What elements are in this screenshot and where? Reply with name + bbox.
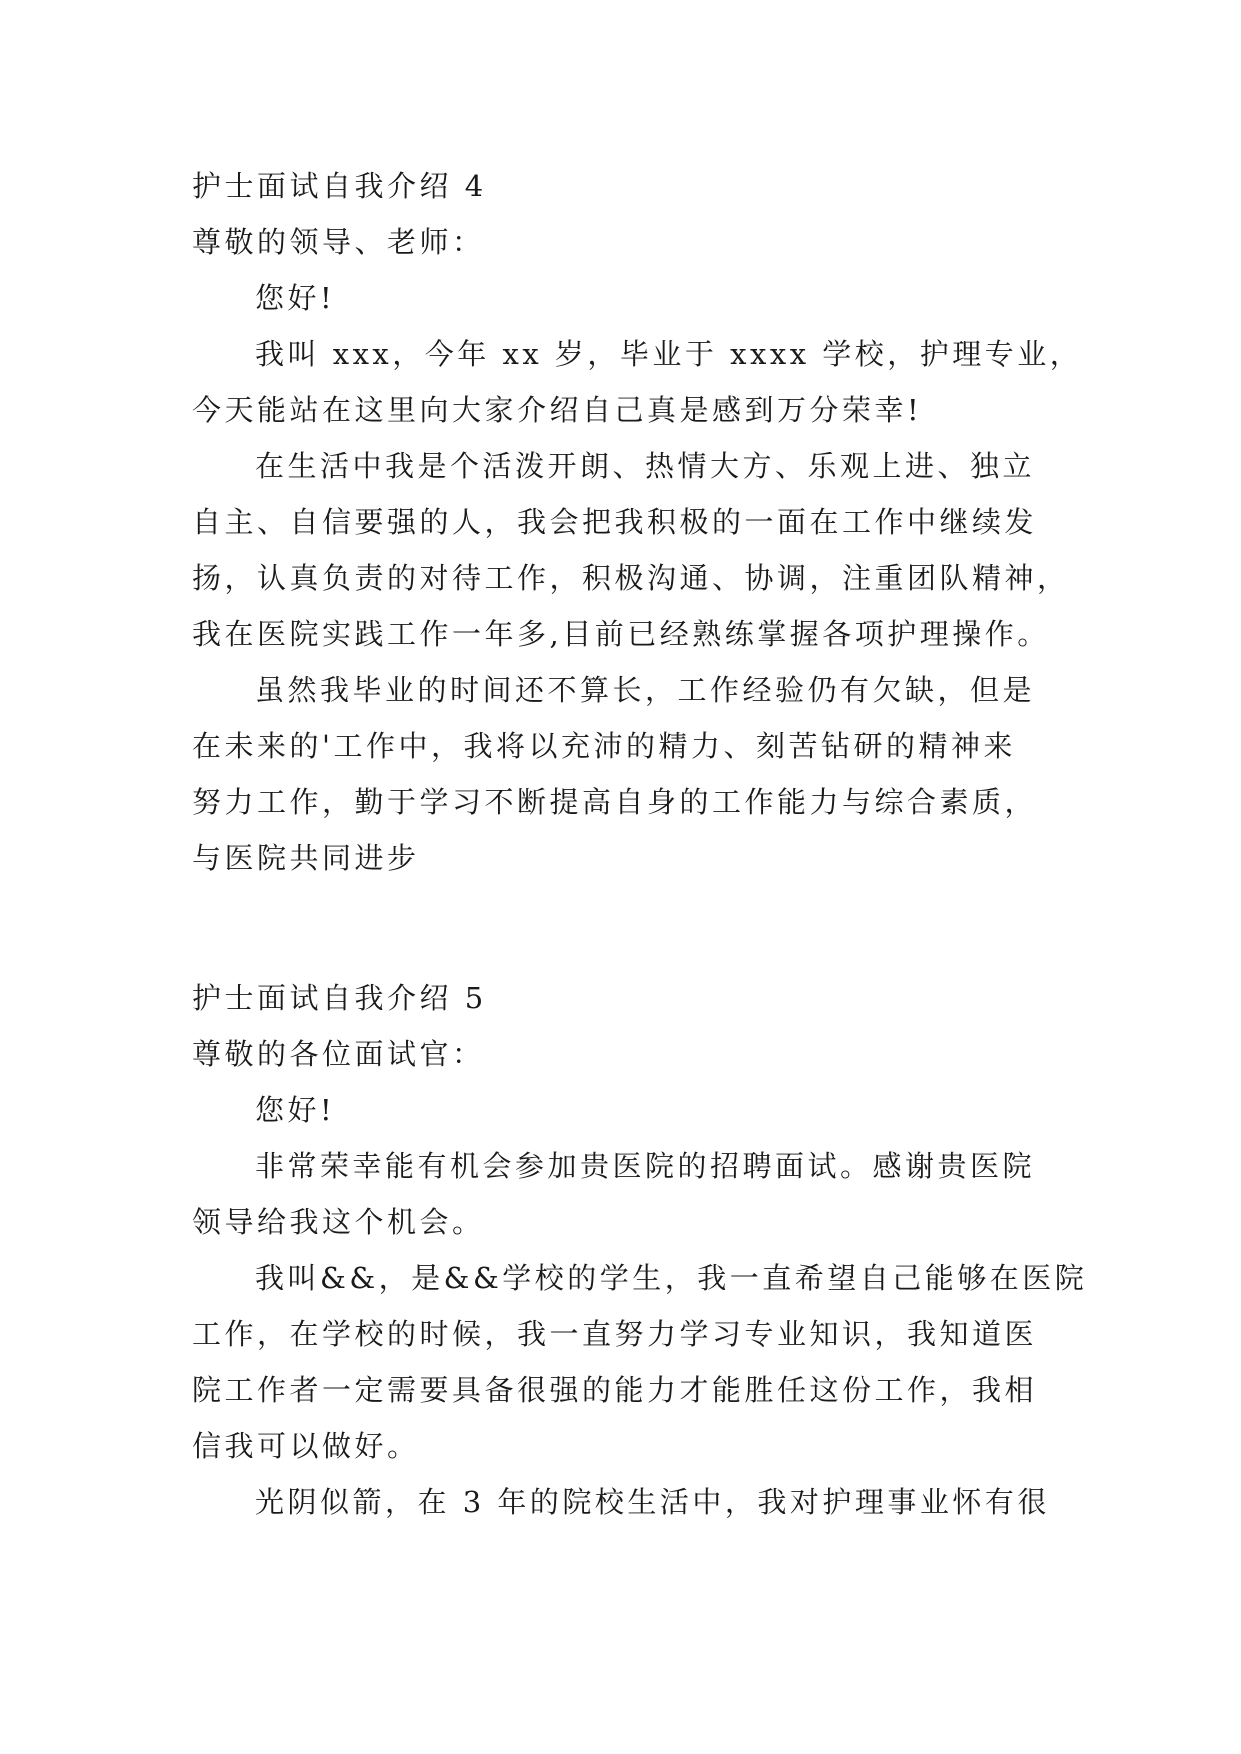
section-5-greeting: 您好!	[255, 1093, 336, 1127]
section-5-paragraph-1-line: 领导给我这个机会。	[192, 1205, 485, 1239]
section-4-paragraph-2-line: 在生活中我是个活泼开朗、热情大方、乐观上进、独立	[255, 449, 1036, 483]
section-5-paragraph-2-line: 我叫&&，是&&学校的学生，我一直希望自己能够在医院	[255, 1261, 1088, 1295]
section-5-paragraph-3-line: 光阴似箭，在 3 年的院校生活中，我对护理事业怀有很	[255, 1485, 1050, 1519]
section-4-paragraph-3-line: 与医院共同进步	[192, 841, 420, 875]
section-5-paragraph-2-line: 信我可以做好。	[192, 1429, 420, 1463]
section-4-salutation: 尊敬的领导、老师：	[192, 225, 485, 259]
section-4-paragraph-3-line: 在未来的'工作中，我将以充沛的精力、刻苦钻研的精神来	[192, 729, 1016, 763]
section-4-paragraph-3-line: 虽然我毕业的时间还不算长，工作经验仍有欠缺，但是	[255, 673, 1036, 707]
section-4-title: 护士面试自我介绍 4	[192, 169, 487, 203]
section-4-paragraph-2-line: 扬，认真负责的对待工作，积极沟通、协调，注重团队精神，	[192, 561, 1070, 595]
section-5-title: 护士面试自我介绍 5	[192, 981, 487, 1015]
section-5-paragraph-2-line: 院工作者一定需要具备很强的能力才能胜任这份工作，我相	[192, 1373, 1038, 1407]
section-4-greeting: 您好!	[255, 281, 336, 315]
section-4-paragraph-3-line: 努力工作，勤于学习不断提高自身的工作能力与综合素质，	[192, 785, 1038, 819]
section-4-paragraph-1-line: 我叫 xxx，今年 xx 岁，毕业于 xxxx 学校，护理专业，	[255, 337, 1083, 371]
section-5-paragraph-1-line: 非常荣幸能有机会参加贵医院的招聘面试。感谢贵医院	[255, 1149, 1036, 1183]
section-5-salutation: 尊敬的各位面试官：	[192, 1037, 485, 1071]
section-4-paragraph-2-line: 我在医院实践工作一年多,目前已经熟练掌握各项护理操作。	[192, 617, 1050, 651]
section-4-paragraph-2-line: 自主、自信要强的人，我会把我积极的一面在工作中继续发	[192, 505, 1038, 539]
section-5-paragraph-2-line: 工作，在学校的时候，我一直努力学习专业知识，我知道医	[192, 1317, 1038, 1351]
section-4-paragraph-1-line: 今天能站在这里向大家介绍自己真是感到万分荣幸!	[192, 393, 923, 427]
